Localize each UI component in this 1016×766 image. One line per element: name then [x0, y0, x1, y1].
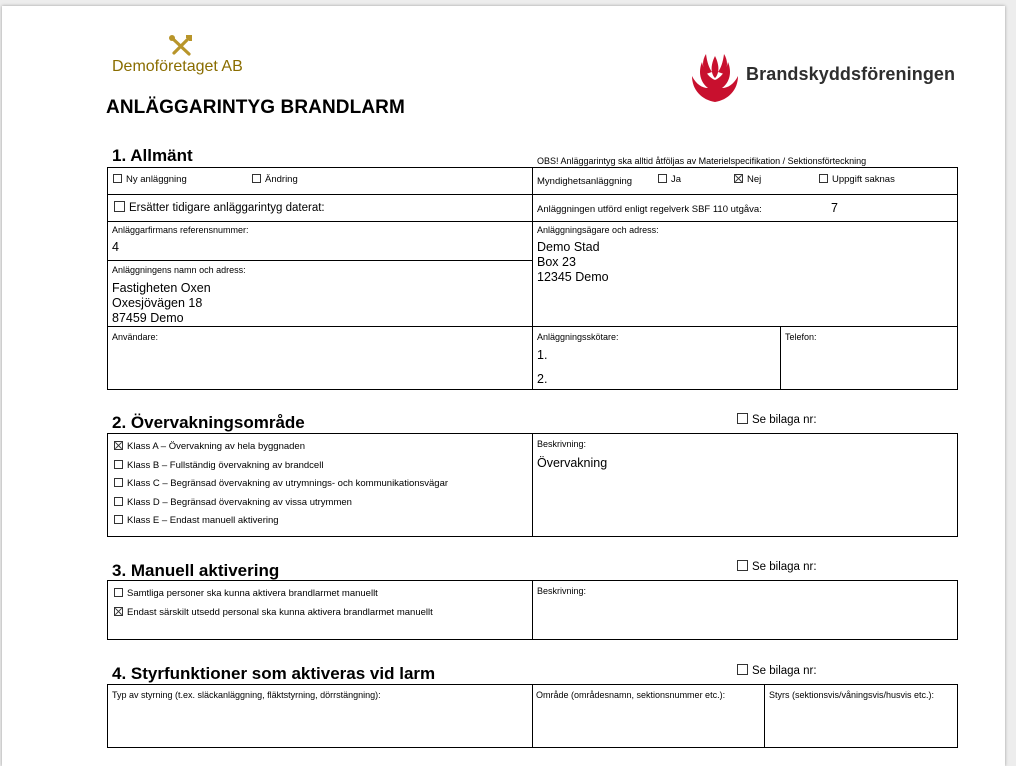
authority-no-label: Nej [747, 174, 762, 185]
replaces-checkbox[interactable] [114, 201, 125, 212]
section-1-note: OBS! Anläggarintyg ska alltid åtföljas av Materielspecifikation / Sektionsförteckning [537, 156, 867, 166]
class-c-option[interactable] [114, 478, 448, 489]
phone-label: Telefon: [785, 332, 817, 342]
designated-staff-label: Endast särskilt utsedd personal ska kunna aktivera brandlarmet manuellt [127, 607, 433, 618]
designated-staff-checkbox[interactable] [114, 607, 123, 616]
section-2-appendix[interactable] [737, 413, 817, 426]
owner-line: Box 23 [537, 255, 576, 269]
section-3-appendix-label: Se bilaga nr: [752, 561, 817, 573]
class-b-checkbox[interactable] [114, 460, 123, 469]
authority-yes-option[interactable] [658, 174, 681, 185]
class-a-label: Klass A – Övervakning av hela byggnaden [127, 441, 305, 452]
section-4-appendix-label: Se bilaga nr: [752, 665, 817, 677]
info-missing-checkbox[interactable] [819, 174, 828, 183]
class-e-label: Klass E – Endast manuell aktivering [127, 515, 279, 526]
area-label: Område (områdesnamn, sektionsnummer etc.): [536, 690, 726, 700]
class-c-label: Klass C – Begränsad övervakning av utrymnings- och kommunikationsvägar [127, 478, 449, 489]
section-2-appendix-checkbox[interactable] [737, 413, 748, 424]
authority-no-option[interactable] [734, 174, 761, 185]
new-installation-checkbox[interactable] [113, 174, 122, 183]
regulation-label: Anläggningen utförd enligt regelverk SBF 110 utgåva: [537, 204, 762, 215]
caretaker-label: Anläggningsskötare: [537, 332, 619, 342]
section-1-title: 1. Allmänt [112, 146, 193, 165]
authority-yes-label: Ja [671, 174, 682, 185]
class-d-option[interactable] [114, 497, 352, 508]
section-2-appendix-label: Se bilaga nr: [752, 414, 817, 426]
all-persons-label: Samtliga personer ska kunna aktivera brandlarmet manuellt [127, 588, 378, 599]
section-3-appendix[interactable] [737, 560, 817, 573]
class-a-checkbox[interactable] [114, 441, 123, 450]
authority-label: Myndighetsanläggning [537, 176, 633, 187]
class-e-option[interactable] [114, 515, 279, 526]
new-installation-label: Ny anläggning [126, 174, 187, 185]
facility-name-label: Anläggningens namn och adress: [112, 265, 246, 275]
organization-logo [688, 50, 968, 110]
replaces-option[interactable] [114, 201, 325, 214]
all-persons-option[interactable] [114, 588, 378, 599]
class-b-label: Klass B – Fullständig övervakning av brandcell [127, 460, 324, 471]
authority-no-checkbox[interactable] [734, 174, 743, 183]
authority-yes-checkbox[interactable] [658, 174, 667, 183]
facility-line: Fastigheten Oxen [112, 281, 211, 295]
flame-bird-icon [688, 50, 742, 106]
replaces-label: Ersätter tidigare anläggarintyg daterat: [129, 202, 325, 214]
owner-line: Demo Stad [537, 240, 600, 254]
facility-address[interactable] [112, 281, 211, 326]
new-installation-option[interactable] [113, 174, 187, 185]
section-2-title: 2. Övervakningsområde [112, 413, 305, 432]
class-b-option[interactable] [114, 460, 323, 471]
change-label: Ändring [265, 174, 298, 185]
facility-line: 87459 Demo [112, 311, 184, 325]
document-title: ANLÄGGARINTYG BRANDLARM [106, 97, 405, 118]
all-persons-checkbox[interactable] [114, 588, 123, 597]
controlled-by-label: Styrs (sektionsvis/våningsvis/husvis etc.): [769, 690, 935, 700]
owner-address[interactable] [537, 240, 609, 285]
section-4-title: 4. Styrfunktioner som aktiveras vid larm [112, 664, 436, 683]
caretaker-1[interactable]: 1. [537, 348, 548, 362]
class-c-checkbox[interactable] [114, 478, 123, 487]
caretaker-2[interactable]: 2. [537, 372, 548, 386]
company-name: Demoföretaget AB [112, 58, 243, 75]
reference-value[interactable]: 4 [112, 240, 119, 254]
organization-name: Brandskyddsföreningen [746, 64, 956, 84]
section-4-appendix[interactable] [737, 664, 817, 677]
company-logo [112, 34, 252, 86]
control-type-label: Typ av styrning (t.ex. släckanläggning, fläktstyrning, dörrstängning): [112, 690, 381, 700]
facility-line: Oxesjövägen 18 [112, 296, 203, 310]
user-label: Användare: [112, 332, 159, 342]
regulation-value[interactable]: 7 [831, 201, 838, 215]
section-3-appendix-checkbox[interactable] [737, 560, 748, 571]
change-checkbox[interactable] [252, 174, 261, 183]
change-option[interactable] [252, 174, 298, 185]
designated-staff-option[interactable] [114, 607, 433, 618]
info-missing-label: Uppgift saknas [832, 174, 895, 185]
class-d-checkbox[interactable] [114, 497, 123, 506]
section-3-description-label: Beskrivning: [537, 586, 587, 596]
owner-label: Anläggningsägare och adress: [537, 225, 659, 235]
reference-label: Anläggarfirmans referensnummer: [112, 225, 249, 235]
class-d-label: Klass D – Begränsad övervakning av vissa utrymmen [127, 497, 352, 508]
crossed-tools-icon [168, 34, 194, 58]
class-e-checkbox[interactable] [114, 515, 123, 524]
owner-line: 12345 Demo [537, 270, 609, 284]
section-3-title: 3. Manuell aktivering [112, 561, 280, 580]
class-a-option[interactable] [114, 441, 305, 452]
section-2-description-value[interactable]: Övervakning [537, 456, 608, 470]
section-2-description-label: Beskrivning: [537, 439, 587, 449]
info-missing-option[interactable] [819, 174, 895, 185]
section-4-appendix-checkbox[interactable] [737, 664, 748, 675]
